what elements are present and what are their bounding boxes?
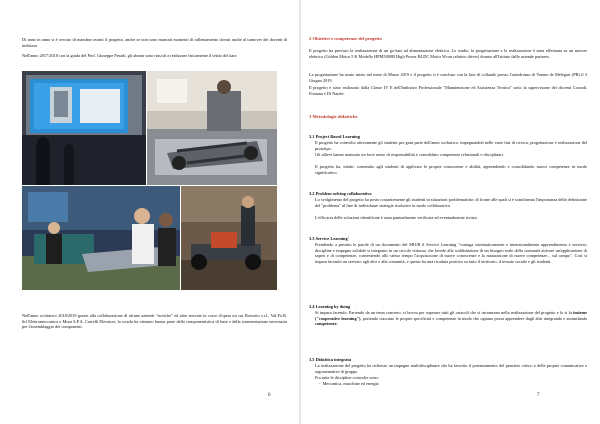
subsection-3-5-bullet-text: Meccanica, macchine ed energia [322,381,379,386]
photo-kart-garage [181,186,277,290]
subsection-3-3-title: 3.3 Service Learning' [309,236,349,241]
subsection-3-5-bullet [319,381,587,387]
section-2-paragraph-2: La progettazione ha avuto inizio nel mese di Marzo 2019 e il progetto si è concluso con la fase di collaudo presso l'autodromo di Varano de Melegari (PR) il 3 Giugno 2019. [309,72,587,83]
page-number-left: 6 [268,393,271,398]
page-number-right: 7 [537,393,540,398]
subsection-3-1-paragraph-1: Il progetto ha coinvolto attivamente gli studenti per gran parte dell'anno scolastico, impegnandoli nelle varie fasi di ricerca, progettazione e realizzazione del prototipo. [315,140,587,151]
photo-presentation [22,71,146,185]
photo-students [22,186,180,290]
section-3-title: 3 Metodologie didattiche [309,114,358,119]
subsection-3-3-paragraph-1: Prendendo a prestito le parole di un documento del MIUR il Service Learning "coniuga sistematicamente e intenzionalmente apprendimento e servizio; discipline e impegno solidale si integrano in un circolo virtuoso che lavede alla soddisfazione di un bisogno reale della comunità attivare un'applicazione di saperi e di competenze, consentendo allo stesso tempo l'acquisizione di nuove conoscenze e la maturazione di nuove competenze... sul campo". Così si impara facendo un servizio agli altri e alla comunità, e questo ha una ricaduta positiva su tutto il territorio, il tessuto sociale e gli studenti. [315,242,587,264]
subsection-3-4-text-a: Si impara facendo. Partendo da un tema concreto, si lavora per superare tutti gli ostacoli che si incontrano nella realizzazione del progetto e lo si fa [315,310,574,315]
bullet-dash: - [319,381,323,386]
section-2-paragraph-3: Il progetto è stato realizzato dalla Classe IV E dell'Indirizzo Professionale "Manutenzione ed Assistenza Tecnica" sotto la supervisione dei docenti Corradi, Fontana e Di Natale. [309,85,587,96]
subsection-3-1-title: 3.1 Project Based Learning [309,134,360,139]
subsection-3-4-text-b: , portando ciascuno le proprie specificità e competenze in modo che ognuno possa apprendere dagli altri integrando e assimilando [360,315,587,321]
subsection-3-1-paragraph-3: Il progetto ha, infatti, consentito agli studenti di applicare le proprie conoscenze e abilità, apprendendo e consolidando nuove competenze in modo significativo. [315,164,587,175]
section-2-title: 2 Obiettivi e competenze del progetto [309,36,382,41]
subsection-3-4-bold-b: competenze. [315,321,338,327]
photo-students-image [22,186,180,290]
right-page [301,0,600,424]
caption-paragraph: Nell'anno scolastico 2018/2019 grazie alla collaborazione di alcune aziende "storiche" ed altre arrivate in corso d'opera tra cui Borsotto s.r.l., Val.Fo.B. Srl Elettromeccanica e Mora S.P.A. Carrelli Elevatori, la scuola ha ottenuto buona parte della componentistica di base e della strumentazione necessaria per l'assemblaggio dei componenti. [22,313,287,330]
photo-kart-frame [147,71,277,185]
subsection-3-1-paragraph-2: Gli allievi hanno maturato un forte senso di responsabilità e consolidato competenze relazionali e disciplinari. [315,152,504,157]
section-2-paragraph-1: Il progetto ha previsto la realizzazione di un go-kart ad alimentazione elettrica. Lo studio, la progettazione e la realizzazione è stata effettuata su un motore elettrico (Golden Motor 5 K Modello HPM5000B High Power BLDC Motor Wcon relativo driver) donato all'Istituto dalle aziende partners. [309,48,587,59]
subsection-3-2-paragraph-1: Lo svolgimento del progetto ha posto costantemente gli studenti in situazioni problematiche, di fronte alle quali si è sottolineata l'importanza della definizione del "problema" al fine di individuare strategie risolutive in modo collaborativo. [315,197,587,208]
subsection-3-5-title: 3.5 Didattica integrata [309,357,352,362]
subsection-3-4-paragraph-1 [315,310,587,327]
subsection-3-2-paragraph-2: L'efficacia delle soluzioni identificate è stata puntualmente verificata ed eventualmente rivista. [315,215,478,220]
subsection-3-2-title: 3.2 Problem solving collaborativo [309,191,372,196]
subsection-3-4-title: 3.4 Learning by doing [309,304,351,309]
photo-presentation-image [22,71,146,185]
intro-paragraph: Di anno in anno si è cercato di mandare avanti il progetto, anche se non sono mancati momenti di rallentamento dovuti anche al turnover dei docenti di indirizzo. [22,37,287,48]
subsection-3-4-bold-a: insieme ("cooperative learning") [315,310,587,321]
photo-kart-frame-image [147,71,277,185]
left-page [0,0,299,424]
intro-paragraph-2: Nell'anno 2017/2018 con la guida del Prof. Giuseppe Pesadi, gli alunni sono riusciti a realizzare fisicamente il telaio del kart: [22,53,238,58]
subsection-3-5-paragraph-1: La realizzazione del progetto ha richiesto un impegno multidisciplinare che ha favorito il potenziamento del pensiero critico e delle proprie comunicative e argomentative di gruppo. [315,363,587,374]
subsection-3-5-paragraph-2: Fra tutte le discipline coinvolte sono: [315,375,379,380]
photo-kart-garage-image [181,186,277,290]
